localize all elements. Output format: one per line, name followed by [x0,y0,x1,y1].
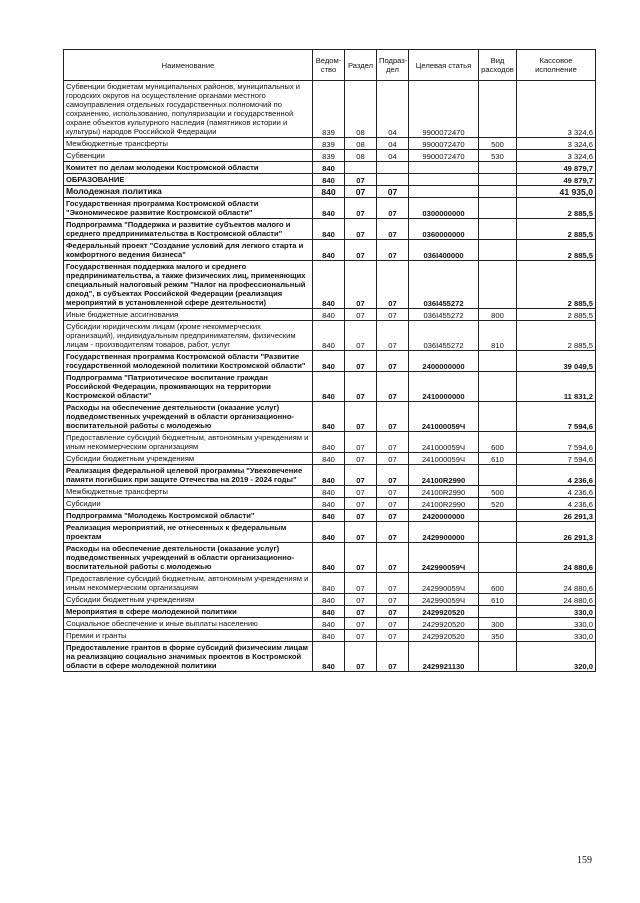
table-row [64,174,596,186]
cell-target: 036I400000 [409,240,479,261]
cell-name: ОБРАЗОВАНИЕ [64,174,313,186]
cell-amount: 330,0 [517,618,596,630]
cell-amount: 7 594,6 [517,453,596,465]
cell-dept: 840 [313,309,345,321]
cell-section: 07 [345,606,377,618]
cell-type [479,174,517,186]
cell-type [479,198,517,219]
cell-amount: 26 291,3 [517,510,596,522]
table-header-row [64,50,596,81]
cell-dept: 840 [313,510,345,522]
cell-target: 242990059Ч [409,573,479,594]
cell-amount: 4 236,6 [517,465,596,486]
table-row [64,186,596,198]
cell-name: Предоставление субсидий бюджетным, автономным учреждениям и иным некоммерческим организациям [64,432,313,453]
cell-section: 07 [345,522,377,543]
table-row [64,498,596,510]
cell-type [479,219,517,240]
cell-name: Реализация федеральной целевой программы "Увековечение памяти погибших при защите Отечества на 2019 - 2024 годы" [64,465,313,486]
cell-target: 242990059Ч [409,594,479,606]
cell-name: Предоставление субсидий бюджетным, автономным учреждениям и иным некоммерческим организациям [64,573,313,594]
cell-subsection: 07 [377,510,409,522]
table-row [64,642,596,672]
cell-type [479,186,517,198]
cell-name: Реализация мероприятий, не отнесенных к федеральным проектам [64,522,313,543]
cell-dept: 840 [313,543,345,573]
cell-amount: 2 885,5 [517,309,596,321]
cell-amount: 2 885,5 [517,240,596,261]
cell-type [479,402,517,432]
cell-type [479,606,517,618]
cell-subsection: 07 [377,465,409,486]
cell-subsection: 07 [377,594,409,606]
cell-amount: 49 879,7 [517,174,596,186]
cell-subsection: 07 [377,486,409,498]
cell-name: Подпрограмма "Патриотическое воспитание граждан Российской Федерации, проживающих на территории Костромской области" [64,372,313,402]
cell-name: Межбюджетные трансферты [64,486,313,498]
cell-type [479,81,517,138]
cell-section: 07 [345,498,377,510]
table-row [64,594,596,606]
cell-dept: 840 [313,351,345,372]
cell-dept: 840 [313,186,345,198]
cell-dept: 840 [313,522,345,543]
cell-section: 07 [345,372,377,402]
cell-name: Субсидии юридическим лицам (кроме некоммерческих организаций), индивидуальным предпринимателям, физическим лицам - производителям товаров, работ, услуг [64,321,313,351]
cell-section: 07 [345,510,377,522]
cell-name: Государственная поддержка малого и среднего предпринимательства, а также физических лиц, применяющих специальный налоговый режим "Налог на профессиональный доход", в субъектах Российской Федерации (реализация мероприятий в установленной сфере деятельности) [64,261,313,309]
cell-dept: 840 [313,486,345,498]
cell-target: 2429920520 [409,618,479,630]
cell-type: 500 [479,138,517,150]
table-row [64,219,596,240]
header-target: Целевая статья [409,50,479,81]
cell-subsection: 07 [377,321,409,351]
cell-type [479,372,517,402]
cell-dept: 840 [313,606,345,618]
cell-name: Расходы на обеспечение деятельности (оказание услуг) подведомственных учреждений в области организационно-воспитательной работы с молодежью [64,543,313,573]
table-row [64,510,596,522]
cell-dept: 840 [313,162,345,174]
cell-dept: 840 [313,465,345,486]
cell-target [409,174,479,186]
cell-type [479,261,517,309]
table-row [64,465,596,486]
cell-section: 07 [345,618,377,630]
cell-amount: 39 049,5 [517,351,596,372]
cell-section: 07 [345,642,377,672]
cell-dept: 840 [313,618,345,630]
table-row [64,138,596,150]
cell-subsection: 04 [377,81,409,138]
cell-subsection: 07 [377,402,409,432]
cell-type: 610 [479,453,517,465]
cell-target: 24100R2990 [409,465,479,486]
cell-subsection: 07 [377,240,409,261]
table-row [64,351,596,372]
table-row [64,240,596,261]
table-row [64,522,596,543]
cell-name: Молодежная политика [64,186,313,198]
cell-amount: 7 594,6 [517,402,596,432]
cell-amount: 26 291,3 [517,522,596,543]
cell-name: Подпрограмма "Поддержка и развитие субъектов малого и среднего предпринимательства в Костромской области" [64,219,313,240]
cell-dept: 840 [313,321,345,351]
cell-target: 2410000000 [409,372,479,402]
cell-section: 07 [345,594,377,606]
cell-type: 600 [479,432,517,453]
cell-dept: 840 [313,198,345,219]
cell-target: 241000059Ч [409,432,479,453]
cell-type [479,522,517,543]
cell-amount: 3 324,6 [517,150,596,162]
cell-amount: 4 236,6 [517,498,596,510]
cell-subsection: 07 [377,198,409,219]
cell-dept: 840 [313,219,345,240]
cell-name: Предоставление грантов в форме субсидий физическим лицам на реализацию социально значимых проектов в Костромской области в сфере молодежной политики [64,642,313,672]
cell-subsection: 07 [377,432,409,453]
table-row [64,81,596,138]
cell-section: 07 [345,186,377,198]
page-number: 159 [577,855,592,866]
cell-type [479,351,517,372]
cell-target: 241000059Ч [409,402,479,432]
table-row [64,573,596,594]
cell-section: 08 [345,138,377,150]
cell-dept: 840 [313,573,345,594]
cell-target: 2429921130 [409,642,479,672]
cell-subsection: 04 [377,138,409,150]
cell-amount: 7 594,6 [517,432,596,453]
table-row [64,402,596,432]
cell-amount: 3 324,6 [517,138,596,150]
cell-type: 600 [479,573,517,594]
table-row [64,486,596,498]
cell-amount: 2 885,5 [517,261,596,309]
cell-subsection: 07 [377,186,409,198]
cell-type: 530 [479,150,517,162]
cell-target: 9900072470 [409,138,479,150]
cell-dept: 840 [313,642,345,672]
cell-dept: 840 [313,630,345,642]
cell-section: 07 [345,174,377,186]
cell-target: 24100R2990 [409,486,479,498]
cell-dept: 840 [313,453,345,465]
table-row [64,618,596,630]
cell-target: 2400000000 [409,351,479,372]
cell-name: Премии и гранты [64,630,313,642]
cell-section: 07 [345,486,377,498]
cell-target: 036I455272 [409,321,479,351]
cell-amount: 11 831,2 [517,372,596,402]
header-section: Раздел [345,50,377,81]
cell-type [479,543,517,573]
cell-dept: 840 [313,498,345,510]
cell-dept: 839 [313,138,345,150]
cell-name: Субвенции [64,150,313,162]
cell-target: 2420000000 [409,510,479,522]
cell-subsection: 07 [377,372,409,402]
cell-amount: 4 236,6 [517,486,596,498]
cell-section: 07 [345,543,377,573]
cell-amount: 24 880,6 [517,543,596,573]
table-row [64,261,596,309]
table-row [64,372,596,402]
cell-name: Федеральный проект "Создание условий для легкого старта и комфортного ведения бизнеса" [64,240,313,261]
cell-type: 800 [479,309,517,321]
cell-subsection [377,174,409,186]
cell-subsection: 07 [377,522,409,543]
cell-dept: 840 [313,402,345,432]
budget-execution-table [63,49,596,672]
cell-target: 242990059Ч [409,543,479,573]
cell-subsection: 07 [377,606,409,618]
cell-name: Межбюджетные трансферты [64,138,313,150]
cell-section: 07 [345,219,377,240]
cell-type [479,465,517,486]
header-amount: Кассовое исполнение [517,50,596,81]
table-row [64,453,596,465]
cell-target: 241000059Ч [409,453,479,465]
cell-dept: 840 [313,594,345,606]
cell-section: 07 [345,453,377,465]
cell-section: 07 [345,465,377,486]
cell-subsection: 07 [377,498,409,510]
cell-target: 9900072470 [409,150,479,162]
cell-name: Субсидии [64,498,313,510]
cell-section: 08 [345,81,377,138]
cell-name: Социальное обеспечение и иные выплаты населению [64,618,313,630]
cell-name: Подпрограмма "Молодежь Костромской области" [64,510,313,522]
cell-amount: 320,0 [517,642,596,672]
cell-type: 300 [479,618,517,630]
table-row [64,162,596,174]
cell-section [345,162,377,174]
cell-section: 07 [345,240,377,261]
cell-type [479,510,517,522]
cell-subsection: 07 [377,573,409,594]
cell-name: Мероприятия в сфере молодежной политики [64,606,313,618]
cell-section: 07 [345,261,377,309]
cell-target [409,186,479,198]
cell-target: 24100R2990 [409,498,479,510]
cell-section: 07 [345,351,377,372]
cell-subsection: 07 [377,261,409,309]
cell-type [479,240,517,261]
cell-dept: 840 [313,174,345,186]
cell-section: 07 [345,630,377,642]
cell-subsection: 07 [377,453,409,465]
cell-section: 07 [345,321,377,351]
cell-section: 07 [345,573,377,594]
cell-type [479,642,517,672]
cell-subsection: 07 [377,309,409,321]
table-row [64,432,596,453]
cell-name: Иные бюджетные ассигнования [64,309,313,321]
table-row [64,150,596,162]
table-row [64,309,596,321]
table-row [64,198,596,219]
cell-target: 2429920520 [409,630,479,642]
header-dept: Ведом-ство [313,50,345,81]
cell-section: 07 [345,309,377,321]
cell-subsection: 07 [377,219,409,240]
cell-dept: 840 [313,261,345,309]
cell-section: 07 [345,432,377,453]
cell-dept: 840 [313,372,345,402]
cell-type: 810 [479,321,517,351]
cell-section: 08 [345,150,377,162]
cell-dept: 840 [313,240,345,261]
table-row [64,630,596,642]
cell-amount: 3 324,6 [517,81,596,138]
cell-target: 2429900000 [409,522,479,543]
cell-type [479,162,517,174]
cell-subsection: 07 [377,351,409,372]
cell-subsection [377,162,409,174]
cell-name: Государственная программа Костромской области "Развитие государственной молодежной политики Костромской области" [64,351,313,372]
cell-amount: 2 885,5 [517,321,596,351]
cell-name: Субсидии бюджетным учреждениям [64,594,313,606]
cell-type: 520 [479,498,517,510]
cell-type: 500 [479,486,517,498]
cell-dept: 840 [313,432,345,453]
cell-dept: 839 [313,150,345,162]
cell-amount: 2 885,5 [517,198,596,219]
cell-target: 2429920520 [409,606,479,618]
cell-amount: 24 880,6 [517,573,596,594]
cell-subsection: 04 [377,150,409,162]
cell-amount: 2 885,5 [517,219,596,240]
cell-name: Расходы на обеспечение деятельности (оказание услуг) подведомственных учреждений в области организационно-воспитательной работы с молодежью [64,402,313,432]
cell-subsection: 07 [377,618,409,630]
cell-target: 0300000000 [409,198,479,219]
table-body [64,81,596,672]
cell-amount: 41 935,0 [517,186,596,198]
cell-name: Государственная программа Костромской области "Экономическое развитие Костромской области" [64,198,313,219]
cell-name: Комитет по делам молодежи Костромской области [64,162,313,174]
cell-subsection: 07 [377,630,409,642]
header-name: Наименование [64,50,313,81]
cell-subsection: 07 [377,543,409,573]
table-row [64,321,596,351]
cell-amount: 24 880,6 [517,594,596,606]
cell-target: 9900072470 [409,81,479,138]
table-row [64,543,596,573]
cell-name: Субсидии бюджетным учреждениям [64,453,313,465]
cell-section: 07 [345,402,377,432]
cell-target: 0360000000 [409,219,479,240]
cell-amount: 49 879,7 [517,162,596,174]
cell-amount: 330,0 [517,630,596,642]
cell-target [409,162,479,174]
header-subsection: Подраз-дел [377,50,409,81]
cell-section: 07 [345,198,377,219]
cell-target: 036I455272 [409,261,479,309]
cell-dept: 839 [313,81,345,138]
cell-type: 610 [479,594,517,606]
cell-target: 036I455272 [409,309,479,321]
cell-type: 350 [479,630,517,642]
cell-name: Субвенции бюджетам муниципальных районов, муниципальных и городских округов на осуществление органами местного самоуправления отдельных государственных полномочий по сохранению, использованию, популяризации и государственной охране объектов культурного наследия (памятников истории и культуры) народов Российской Федерации [64,81,313,138]
cell-amount: 330,0 [517,606,596,618]
cell-subsection: 07 [377,642,409,672]
table-row [64,606,596,618]
header-type: Вид расходов [479,50,517,81]
